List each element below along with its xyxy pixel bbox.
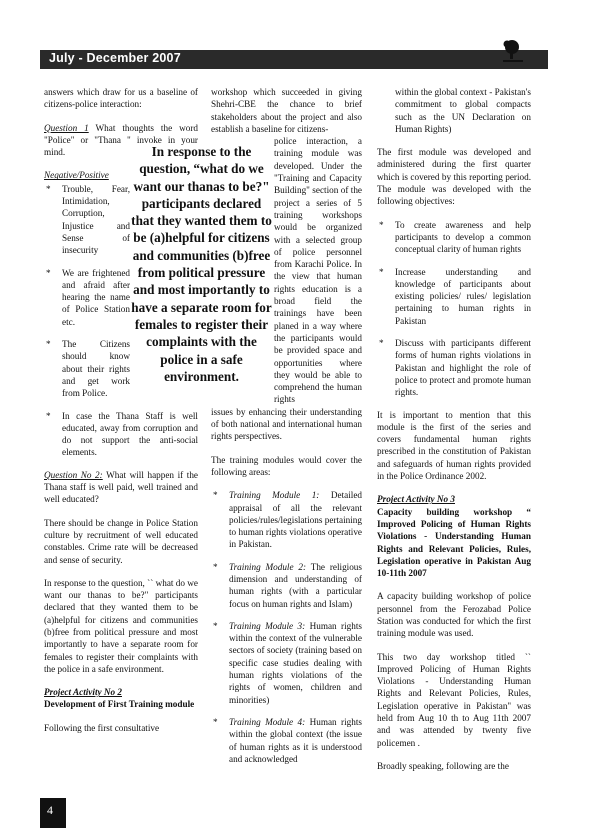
list-item: * The Citizens should know about their rights and get work from Police. [44,338,130,399]
shehri-logo-icon [498,36,528,66]
list-item: * Discuss with participants different forms of human rights violations in Pakistan and highlight the role of police to protect and promote human rights. [377,337,531,398]
question-1-text: What thoughts the word "Police" or "Thana " invoke in your mind. [44,122,198,158]
modules-intro: The training modules would cover the following areas: [211,454,362,477]
list-item: * Trouble, Fear, Intimidation, Corruption, Injustice and Sense of insecurity [44,183,130,257]
module-text: Detailed appraisal of all the relevant policies/rules/legislations pertaining to human rights violations operative in Pakistan. [229,490,362,550]
page-number: 4 [47,803,53,817]
module-text: Human rights within the global context (the issue of human rights as it is understood and acknowledged [229,716,362,764]
module-label: Training Module 3: [229,620,306,631]
broadly-paragraph: Broadly speaking, following are the [377,760,509,771]
module-text: The religious dimension and understanding of human rights (with a particular focus on human rights and Islam) [229,561,362,609]
module-developed-paragraph: The first module was developed and administered during the first quarter which is covered by this reporting period. The module was developed with the following objectives: [377,147,531,207]
list-item: * To create awareness and help participants to develop a common conceptual clarity of human rights [377,219,531,256]
workshop-paragraph: workshop which succeeded in giving Shehri-CBE the chance to brief stakeholders about the project and also establish a baseline for citizens- [211,87,362,134]
workshop-paragraph: A capacity building workshop of police personnel from the Ferozabad Police Station was conducted for which the first training module was used. [377,591,531,639]
list-item [211,561,362,610]
question-2-text: What will happen if the Thana staff is well paid, well trained and well educated? [44,469,198,505]
header-title: July - December 2007 [49,51,181,65]
list-item: * We are frightened and afraid after hearing the name of Police Station etc. [44,267,130,328]
page-number-bar [40,798,66,828]
response-paragraph: In response to the question, `` what do we want our thanas to be?" participants declared that they wanted them to be (a)helpful for citizens and communities (b)free from political pressure and most importantly to have a separate room for females to register their complaints with the police in a safe environment. [44,577,198,674]
answer-paragraph: There should be change in Police Station culture by recruitment of well educated constables. Crime rate will be decreased and sense of security. [44,517,198,565]
following-text: Following the first consultative [44,722,160,733]
question-2 [44,469,198,506]
activity-2-title: Development of First Training module [44,699,195,710]
question-1-label: Question 1 [44,122,89,133]
module-label: Training Module 4: [229,716,306,727]
list-item [211,716,362,765]
training-paragraph: police interaction, a training module was developed. Under the "Training and Capacity Building" section of the project a series of 5 training workshops would be organized with a selected group of police personnel from Karachi Police. In the view that human rights education is a broad field the trainings have been planed in a way where the participants would be provided space and opportunities where they would be able to comprehend the human rights [274,136,362,405]
objectives-list [377,219,531,399]
page-header-bar [40,50,548,69]
activity-3-title: Capacity building workshop “ Improved Policing of Human Rights Violations - Understanding Human Rights and Relevant Policies, Rules, Legislation operative in Pakistan Aug 10-11th 2007 [377,506,531,579]
negative-positive-heading: Negative/Positive [44,170,109,181]
two-day-paragraph: This two day workshop titled `` Improved Policing of Human Rights Violations - Understanding Human Rights and Relevant Policies, Rules, Legislation operative in Pakistan" was held from Aug 10 th to Aug 11th 2007 and was attended by twenty five policemen . [377,651,531,748]
list-item: * In case the Thana Staff is well educated, away from corruption and do not support the anti-social elements. [44,410,198,459]
list-item: * Increase understanding and knowledge of participants about existing policies/ rules/ legislation pertaining to human rights in Pakistan [377,266,531,327]
pull-quote: In response to the question, “what do we want our thanas to be?" participants declared that they wanted them to be (a)helpful for citizens and communities (b)free from political pressure and most importantly to have a separate room for females to register their complaints with the police in a safe environment. [131,144,272,384]
list-item [211,620,362,706]
importance-paragraph: It is important to mention that this module is the first of the series and covers fundamental human rights prescribed in the constitution of Pakistan and safeguards of human rights provided in the Police Ordinance 2002. [377,409,531,482]
column-3 [377,86,531,783]
list-item [211,489,362,550]
modules-list [211,489,362,765]
module-label: Training Module 1: [229,490,320,501]
module-text: Human rights within the context of the vulnerable sectors of society (training based on specific case studies dealing with human rights violations of the rights of women, children and minorities) [229,620,362,705]
module-label: Training Module 2: [229,561,307,572]
activity-2-label: Project Activity No 2 [44,687,122,698]
issues-paragraph: issues by enhancing their understanding of both national and international human rights perspectives. [211,406,362,442]
column-2 [211,86,362,775]
question-2-label: Question No 2: [44,469,103,480]
activity-3-label: Project Activity No 3 [377,494,455,505]
module-4-continued: within the global context - Pakistan's commitment to global compacts such as the UN Declaration on Human Rights) [395,87,531,134]
intro-text: answers which draw for us a baseline of citizens-police interaction: [44,87,198,110]
